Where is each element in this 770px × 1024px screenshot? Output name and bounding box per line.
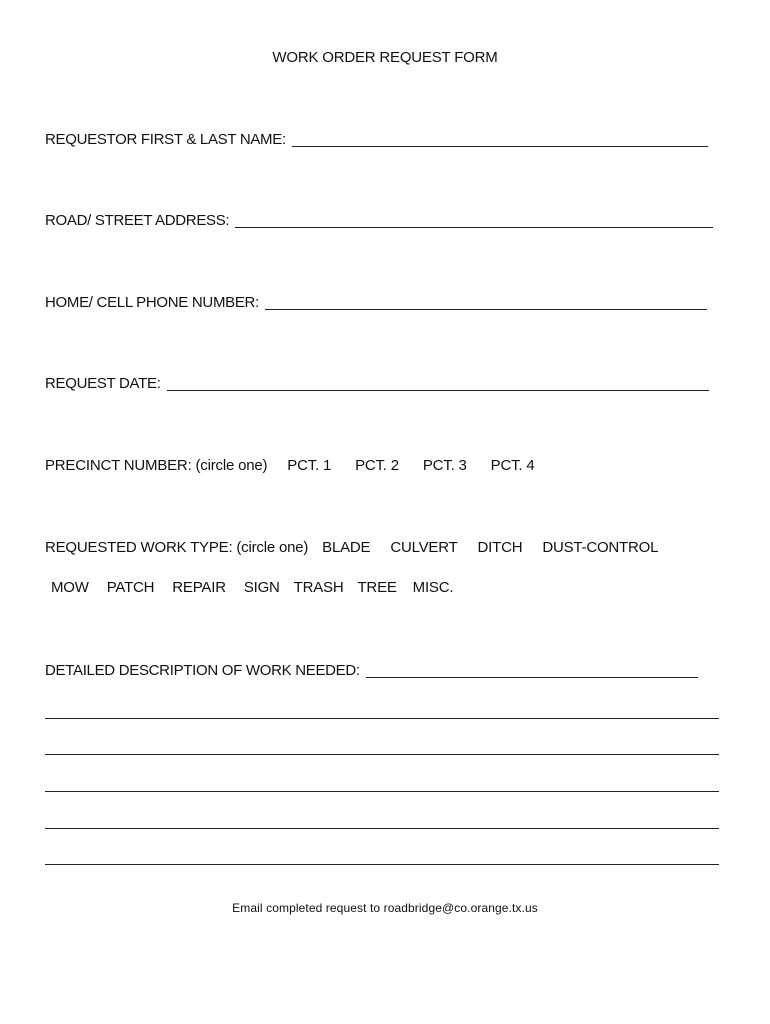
work-type-option-ditch[interactable]: DITCH [477, 539, 523, 556]
description-label: DETAILED DESCRIPTION OF WORK NEEDED: [45, 662, 360, 679]
request-date-row [45, 375, 725, 392]
work-type-option-sign[interactable]: SIGN [243, 579, 280, 596]
work-type-row-2 [51, 579, 453, 596]
work-type-option-mow[interactable]: MOW [51, 579, 89, 596]
description-row [45, 662, 725, 679]
work-type-option-misc[interactable]: MISC. [412, 579, 454, 596]
request-date-field[interactable] [167, 376, 709, 391]
address-field[interactable] [235, 213, 713, 228]
phone-label: HOME/ CELL PHONE NUMBER: [45, 294, 259, 311]
work-type-option-trash[interactable]: TRASH [293, 579, 344, 596]
description-line-4[interactable] [45, 827, 719, 829]
description-line-1[interactable] [45, 717, 719, 719]
precinct-option-3[interactable]: PCT. 3 [422, 457, 467, 474]
work-type-option-repair[interactable]: REPAIR [172, 579, 226, 596]
description-line-2[interactable] [45, 753, 719, 755]
work-type-label: REQUESTED WORK TYPE: (circle one) [45, 539, 309, 556]
precinct-row [45, 457, 534, 474]
description-line-3[interactable] [45, 790, 719, 792]
precinct-option-1[interactable]: PCT. 1 [287, 457, 332, 474]
work-type-option-patch[interactable]: PATCH [106, 579, 155, 596]
description-line-5[interactable] [45, 863, 719, 865]
request-date-label: REQUEST DATE: [45, 375, 161, 392]
phone-row [45, 294, 725, 311]
precinct-option-2[interactable]: PCT. 2 [355, 457, 399, 474]
requestor-name-field[interactable] [292, 132, 708, 147]
work-type-option-dust-control[interactable]: DUST-CONTROL [542, 539, 659, 556]
precinct-option-4[interactable]: PCT. 4 [490, 457, 535, 474]
phone-field[interactable] [265, 295, 707, 310]
work-type-option-blade[interactable]: BLADE [322, 539, 371, 556]
requestor-name-label: REQUESTOR FIRST & LAST NAME: [45, 131, 286, 148]
work-type-row [45, 539, 658, 556]
requestor-name-row [45, 131, 725, 148]
address-row [45, 212, 725, 229]
work-type-option-tree[interactable]: TREE [357, 579, 397, 596]
address-label: ROAD/ STREET ADDRESS: [45, 212, 230, 229]
precinct-label: PRECINCT NUMBER: (circle one) [45, 457, 268, 474]
footer-email-note: Email completed request to roadbridge@co.orange.tx.us [232, 901, 538, 915]
description-field[interactable] [366, 663, 698, 678]
form-title: WORK ORDER REQUEST FORM [272, 49, 498, 66]
work-type-option-culvert[interactable]: CULVERT [390, 539, 458, 556]
